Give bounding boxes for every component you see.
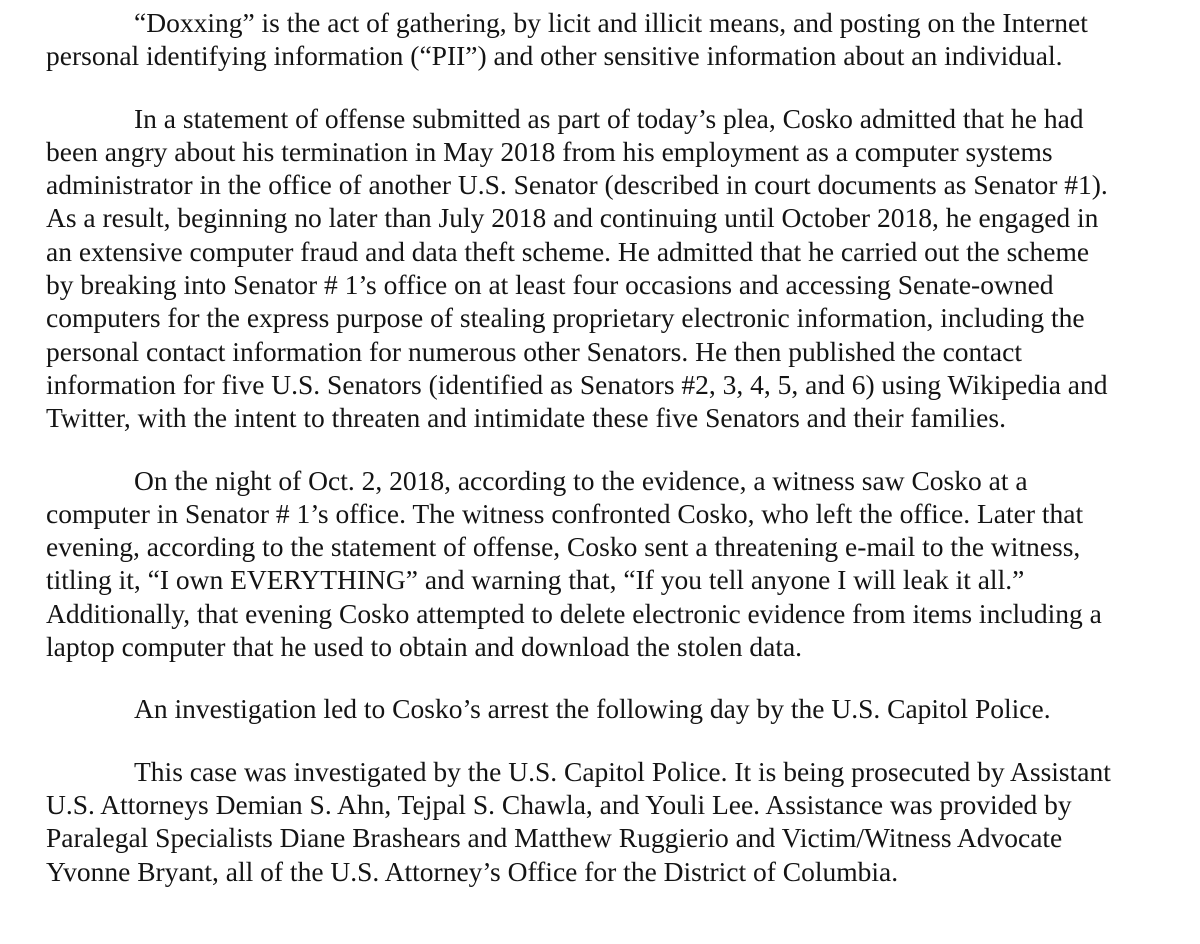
text-line: titling it, “I own EVERYTHING” and warning that, “If you tell anyone I will leak it all.” xyxy=(46,564,1025,596)
paragraph-spacer xyxy=(46,663,1186,692)
text-line: computer in Senator # 1’s office. The witness confronted Cosko, who left the office. Later that xyxy=(46,497,1084,529)
text-line: On the night of Oct. 2, 2018, according to the evidence, a witness saw Cosko at a xyxy=(134,464,1028,496)
paragraph-spacer xyxy=(46,435,1186,464)
text-line: U.S. Attorneys Demian S. Ahn, Tejpal S. Chawla, and Youli Lee. Assistance was provided by xyxy=(46,788,1072,820)
text-line: personal contact information for numerous other Senators. He then published the contact xyxy=(46,335,1022,367)
text-line: Paralegal Specialists Diane Brashears and Matthew Ruggierio and Victim/Witness Advocate xyxy=(46,822,1063,854)
text-line: information for five U.S. Senators (identified as Senators #2, 3, 4, 5, and 6) using Wikipedia and xyxy=(46,368,1108,400)
paragraph-prosecution xyxy=(46,755,1186,888)
text-line: Yvonne Bryant, all of the U.S. Attorney’s Office for the District of Columbia. xyxy=(46,855,899,887)
document-page xyxy=(46,6,1186,888)
paragraph-spacer xyxy=(46,73,1186,102)
text-line: In a statement of offense submitted as part of today’s plea, Cosko admitted that he had xyxy=(134,102,1084,134)
text-line: “Doxxing” is the act of gathering, by licit and illicit means, and posting on the Internet xyxy=(134,7,1088,38)
text-line: evening, according to the statement of offense, Cosko sent a threatening e-mail to the witness, xyxy=(46,531,1081,563)
paragraph-night-of-oct-2 xyxy=(46,464,1186,664)
text-line: been angry about his termination in May 2018 from his employment as a computer systems xyxy=(46,135,1053,167)
paragraph-spacer xyxy=(46,726,1186,755)
text-line: An investigation led to Cosko’s arrest the following day by the U.S. Capitol Police. xyxy=(134,693,1051,725)
text-line: personal identifying information (“PII”) and other sensitive information about an individual. xyxy=(46,40,1063,72)
text-line: As a result, beginning no later than July 2018 and continuing until October 2018, he engaged in xyxy=(46,202,1099,234)
text-line: Twitter, with the intent to threaten and intimidate these five Senators and their families. xyxy=(46,402,1006,434)
paragraph-doxxing-definition xyxy=(46,6,1186,73)
text-line: an extensive computer fraud and data theft scheme. He admitted that he carried out the scheme xyxy=(46,235,1090,267)
text-line: computers for the express purpose of stealing proprietary electronic information, including the xyxy=(46,302,1085,334)
text-line: Additionally, that evening Cosko attempted to delete electronic evidence from items including a xyxy=(46,597,1102,629)
paragraph-arrest xyxy=(46,692,1186,725)
paragraph-statement-of-offense xyxy=(46,102,1186,435)
text-line: This case was investigated by the U.S. Capitol Police. It is being prosecuted by Assistant xyxy=(134,755,1111,787)
text-line: administrator in the office of another U.S. Senator (described in court documents as Senator #1). xyxy=(46,169,1108,201)
text-line: by breaking into Senator # 1’s office on at least four occasions and accessing Senate-owned xyxy=(46,269,1054,301)
text-line: laptop computer that he used to obtain and download the stolen data. xyxy=(46,631,803,663)
